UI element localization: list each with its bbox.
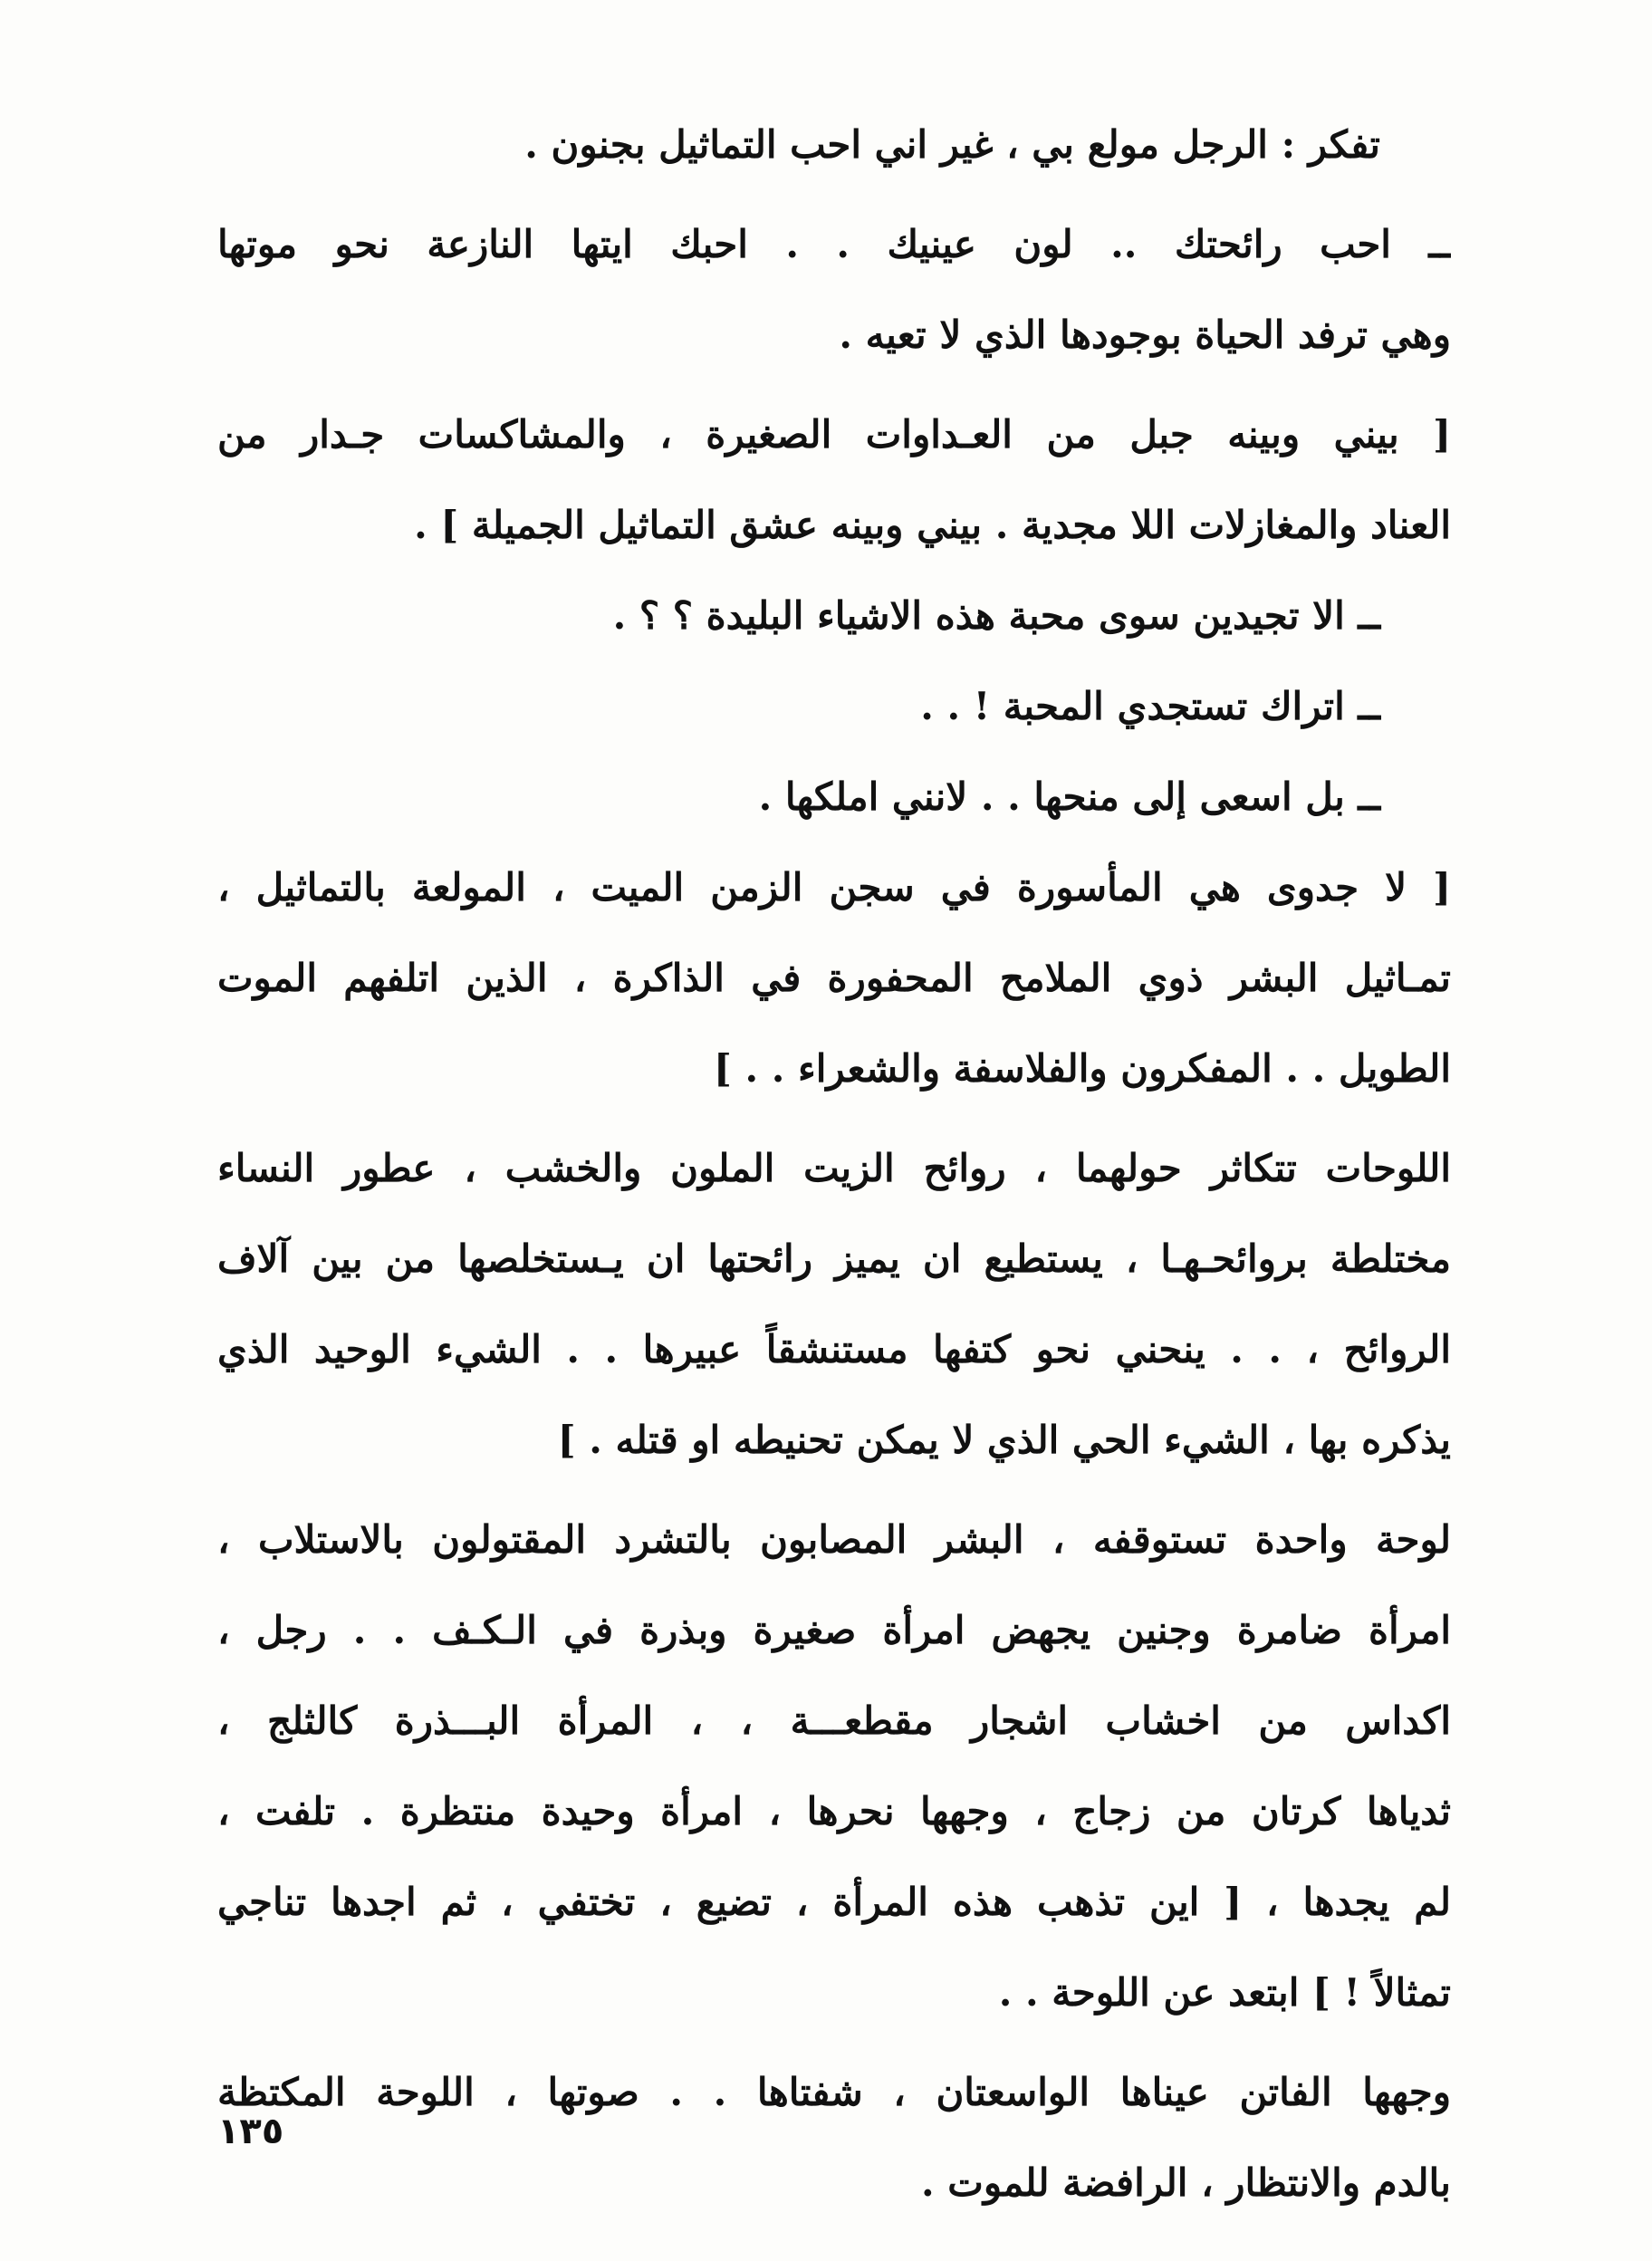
text-line: الطويل . . المفكرون والفلاسفة والشعراء . . ] [713,1046,1451,1091]
text-line: امرأة ضامرة وجنين يجهض امرأة صغيرة وبذرة في الـكـف . . رجل ، [217,1608,1451,1652]
text-line: بالدم والانتظار ، الرافضة للموت . [921,2160,1451,2205]
text-line: وهي ترفد الحياة بوجودها الذي لا تعيه . [839,313,1451,357]
text-line: اللوحات تتكاثر حولهما ، روائح الزيت الملون والخشب ، عطور النساء [217,1146,1451,1190]
text-line: لوحة واحدة تستوقفه ، البشر المصابون بالتشرد المقتولون بالاستلاب ، [217,1517,1451,1562]
page-body-text [217,100,1451,2228]
text-line: ــ احب رائحتك .. لون عينيك . . احبك ايتها النازعة نحو موتها [217,222,1451,266]
text-line: العناد والمغازلات اللا مجدية . بيني وبينه عشق التماثيل الجميلة ] . [414,503,1451,547]
text-line: [ بيني وبينه جبل من العـداوات الصغيرة ، والمشاكسات جـدار من [217,412,1451,457]
text-line: مختلطة بروائحـهـا ، يستطيع ان يميز رائحتها ان يـستخلصها من بين آلاف [217,1236,1451,1281]
text-line: الروائح ، . . ينحني نحو كتفها مستنشقاً عبيرها . . الشيء الوحيد الذي [217,1327,1451,1371]
text-line: يذكره بها ، الشيء الحي الذي لا يمكن تحنيطه او قتله . ] [557,1418,1451,1462]
text-line: لم يجدها ، [ اين تذهب هذه المرأة ، تضيع ، تختفي ، ثم اجدها تناجي [217,1880,1451,1924]
page-number: ١٣٥ [217,2111,284,2152]
text-line: وجهها الفاتن عيناها الواسعتان ، شفتاها . . صوتها ، اللوحة المكتظة [217,2070,1451,2114]
text-line: اكداس من اخشاب اشجار مقطعـــة ، ، المرأة البـــذرة كالثلج ، [217,1698,1451,1743]
text-line: تمـاثيل البشر ذوي الملامح المحفورة في الذاكرة ، الذين اتلفهم الموت [217,956,1451,1000]
text-line: ــ بل اسعى إلى منحها . . لانني املكها . [758,775,1380,819]
text-line: ــ اتراك تستجدي المحبة ! . . [920,684,1380,728]
text-line: ــ الا تجيدين سوى محبة هذه الاشياء البليدة ؟ ؟ . [612,593,1380,638]
text-line: تفكر : الرجل مولع بي ، غير اني احب التماثيل بجنون . [524,122,1380,167]
text-line: تمثالاً ! ] ابتعد عن اللوحة . . [998,1970,1451,2015]
text-line: ثدياها كرتان من زجاج ، وجهها نحرها ، امرأة وحيدة منتظرة . تلفت ، [217,1789,1451,1833]
text-line: [ لا جدوى هي المأسورة في سجن الزمن الميت ، المولعة بالتماثيل ، [217,865,1451,909]
